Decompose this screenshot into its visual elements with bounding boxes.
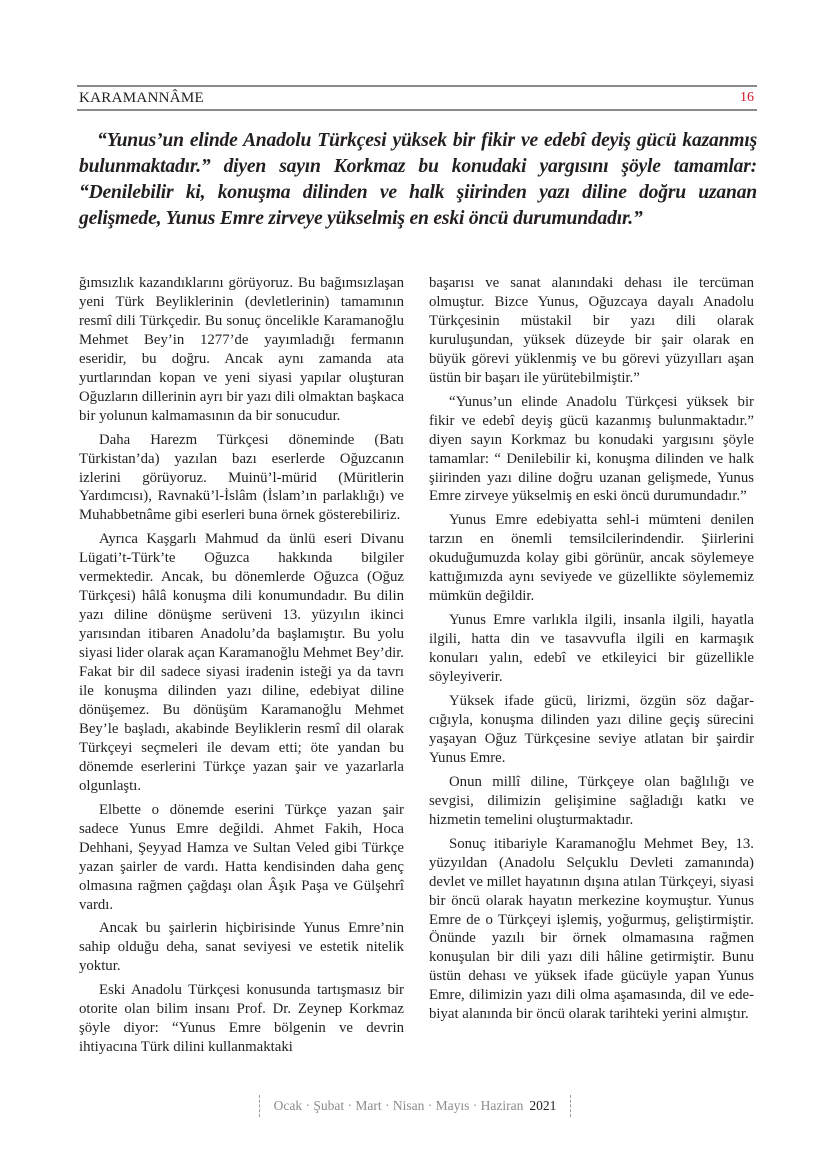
paragraph: Onun millî diline, Türkçeye olan bağlılığı ve sevgisi, dilimizin gelişimine sağladığı katkı ve hizmetin temelini oluşturmaktadır. xyxy=(429,773,754,828)
journal-title: KARAMANNÂME xyxy=(79,89,204,106)
right-column xyxy=(429,274,754,1029)
footer-divider-left xyxy=(259,1095,260,1117)
page-footer xyxy=(250,1095,580,1117)
paragraph: Ancak bu şairlerin hiçbirisinde Yunus Emre’nin sahip olduğu deha, sanat seviyesi ve estetik nitelik yoktur. xyxy=(79,920,404,975)
running-header xyxy=(77,85,757,111)
paragraph: “Yunus’un elinde Anadolu Türkçesi yüksek bir fikir ve edebî deyiş gücü kazanmış bulunmaktadır.” diyen sayın Korkmaz bu konudaki yargısını şöyle tamamlar: “ Denilebilir ki, konuşma dilinden ve halk şiirinden yazı diline doğru uzanan gelişmede, Yunus Emre zirveye yükselmiş en eski öncü durumundadır.” xyxy=(429,393,754,505)
pull-quote-text: “Yunus’un elinde Anadolu Türkçesi yüksek bir fikir ve edebî deyiş gücü kazanmış bulunmaktadır.” diyen sayın Korkmaz bu konudaki yargısını şöyle tamamlar: “Denilebilir ki, konuşma dilinden ve halk şiirinden yazı diline doğru uzanan gelişmede, Yunus Emre zirveye yükselmiş en eski öncü durumundadır.” xyxy=(79,130,757,229)
issue-year: 2021 xyxy=(529,1098,557,1113)
paragraph: Elbette o dönemde eserini Türkçe yazan şair sadece Yunus Emre değildi. Ahmet Fakih, Hoca Dehhani, Şeyyad Hamza ve Sultan Veled gibi Türkçe yazan şairler de vardı. Hatta kendisinden daha genç olmasına rağmen çağdaşı olan Âşık Paşa ve Gülşehrî vardı. xyxy=(79,801,404,913)
page-number: 16 xyxy=(740,90,754,105)
paragraph: Yunus Emre varlıkla ilgili, insanla ilgili, hayatla ilgili, hatta din ve tasavvufla ilgili en karmaşık konuları yalın, edebî ve etkileyici bir güzellikle söyleyiverir. xyxy=(429,612,754,686)
paragraph: Ayrıca Kaşgarlı Mahmud da ünlü eseri Divanu Lügati’t-Türk’te Oğuzca hakkında bilgiler vermektedir. Ancak, bu dönemlerde Oğuzca (Oğuz Türkçesi) hâlâ konuşma dili konumundadır. Bu dilin yazı diline dönüşme serüveni 13. yüzyılın ikinci yarısından itibaren Anadolu’da başlamıştır. Bu yolu siyasi lider olarak açan Karamanoğlu Mehmet Bey’dir. Fakat bir dil sadece siyasi iradenin isteği ya da tavrı ile konuşma dilinden yazı diline, edebiyat diline dönüşemez. Bu dönüşüm Karamanoğlu Mehmet Bey’le başladı, akabinde Beyliklerin resmî dil olarak Türkçeyi seçmeleri ile devam etti; öte yandan bu dönemde eserlerini Türkçe yazan şair ve yazarlarla olgunlaştı. xyxy=(79,531,405,794)
paragraph: başarısı ve sanat alanındaki dehası ile tercüman olmuştur. Bizce Yunus, Oğuzcaya dayalı Anadolu Türkçesinin müstakil bir yazı dili olarak kuruluşundan, yüksek düzeyde bir şair olarak en büyük görevi yüklenmiş ve bu görevi yüzyılları aşan üstün bir başarı ile yürütebilmiştir.” xyxy=(429,275,754,386)
paragraph: Daha Harezm Türkçesi döneminde (Batı Türkistan’da) yazılan bazı eserlerde Oğuzcanın izlerini görüyoruz. Muinü’l-mürid (Müritlerin Yardımcısı), Ravnakü’l-İslâm (İslam’ın parlaklığı) ve Muhabbetnâme gibi eserleri buna örnek gösterebiliriz. xyxy=(79,431,404,524)
left-column xyxy=(79,274,404,1062)
pull-quote xyxy=(79,128,757,232)
paragraph: Yunus Emre edebiyatta sehl-i mümteni denilen tarzın en önemli temsilcilerindendir. Şiirlerini okuduğumuzda kolay gibi görünür, ancak söylemeye kattığımızda aynı seviyede ve güzellikte söylememiz mümkün değildir. xyxy=(429,512,754,605)
paragraph: Sonuç itibariyle Karamanoğlu Mehmet Bey, 13. yüzyıldan (Anadolu Selçuklu Devleti zamanında) devlet ve millet hayatının dışına atılan Türkçeyi, siyasi bir öncü olarak hayatın merkezine koymuştur. Yunus Emre de o Türkçeyi işlemiş, yoğurmuş, geliştirmiştir. Önünde yazılı bir örnek olmamasına rağmen konuşulan bir dili yazı dili hâline getirmiştir. Bunu üstün dehası ve yüksek ifade gücüyle yapan Yunus Emre, dilimizin yazı dili olma aşamasında, dil ve edebiyat alanında bir öncü olarak tarihteki yerini almıştır. xyxy=(429,835,754,1023)
paragraph: ğımsızlık kazandıklarını görüyoruz. Bu bağımsızlaşan yeni Türk Beyliklerinin (devletlerinin) tamamının resmî dili Türkçedir. Bu sonuç öncelikle Karamanoğlu Mehmet Bey’in 1277’de yayımladığı fermanın eseridir, bu doğru. Ancak aynı zamanda ata yurtlarından kopan ve yeni siyasi yapılar oluşturan Oğuzların dillerinin ayrı bir yazı dili olmaktan başkaca bir yolunun kalmamasının da bir sonucudur. xyxy=(79,275,405,424)
paragraph: Eski Anadolu Türkçesi konusunda tartışmasız bir otorite olan bilim insanı Prof. Dr. Zeynep Korkmaz şöyle diyor: “Yunus Emre bölgenin ve devrin ihtiyacına Türk dilini kullanmaktaki xyxy=(79,982,404,1056)
issue-months: Ocak · Şubat · Mart · Nisan · Mayıs · Haziran xyxy=(273,1098,524,1113)
footer-divider-right xyxy=(570,1095,571,1117)
paragraph: Yüksek ifade gücü, lirizmi, özgün söz dağarcığıyla, konuşma dilinden yazı diline geçiş sürecini yaşayan Oğuz Türkçesine seviye atlatan bir şairdir Yunus Emre. xyxy=(429,693,754,766)
